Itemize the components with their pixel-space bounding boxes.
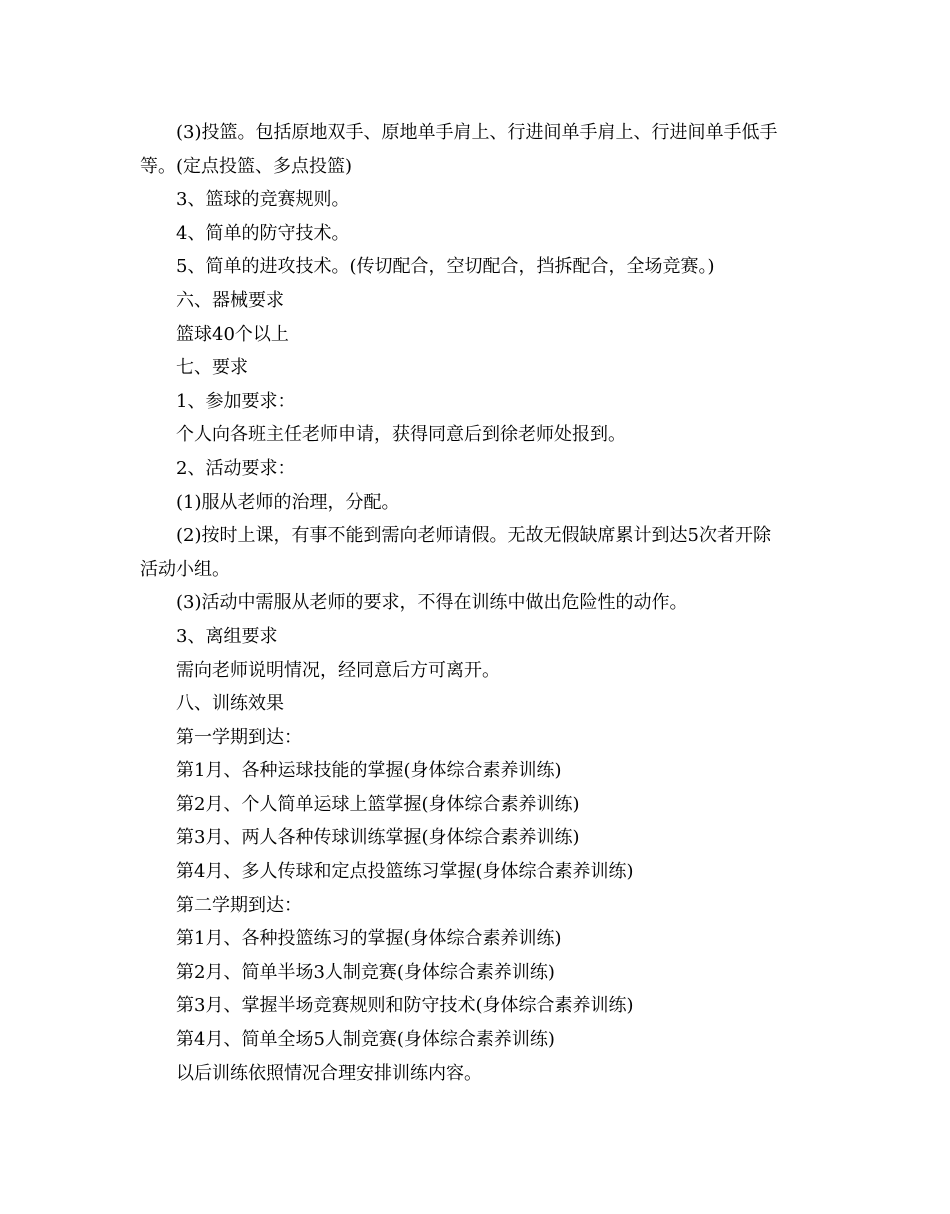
text-line: 六、器械要求 bbox=[176, 289, 284, 311]
text-line: 2、活动要求： bbox=[176, 457, 296, 479]
text-line: 等。(定点投篮、多点投篮) bbox=[140, 155, 353, 177]
text-line: (3)活动中需服从老师的要求，不得在训练中做出危险性的动作。 bbox=[176, 592, 688, 614]
text-line: 第3月、掌握半场竞赛规则和防守技术(身体综合素养训练) bbox=[176, 995, 634, 1017]
text-line: 第2月、个人简单运球上篮掌握(身体综合素养训练) bbox=[176, 793, 580, 815]
text-line: (3)投篮。包括原地双手、原地单手肩上、行进间单手肩上、行进间单手低手 bbox=[176, 122, 778, 143]
text-line: 第1月、各种投篮练习的掌握(身体综合素养训练) bbox=[176, 928, 562, 950]
text-line: (1)服从老师的治理，分配。 bbox=[176, 491, 400, 513]
text-line: 4、简单的防守技术。 bbox=[176, 222, 350, 244]
text-line: 第2月、简单半场3人制竞赛(身体综合素养训练) bbox=[176, 961, 555, 983]
text-line: 3、离组要求 bbox=[176, 625, 278, 647]
text-line: 个人向各班主任老师申请，获得同意后到徐老师处报到。 bbox=[176, 424, 626, 446]
text-line: 第二学期到达： bbox=[176, 894, 302, 916]
text-line: (2)按时上课，有事不能到需向老师请假。无故无假缺席累计到达5次者开除 bbox=[176, 525, 771, 547]
text-line: 1、参加要求： bbox=[176, 390, 296, 412]
text-line: 第4月、多人传球和定点投篮练习掌握(身体综合素养训练) bbox=[176, 861, 634, 883]
text-line: 以后训练依照情况合理安排训练内容。 bbox=[176, 1062, 482, 1084]
text-line: 需向老师说明情况，经同意后方可离开。 bbox=[176, 659, 500, 681]
text-line: 第1月、各种运球技能的掌握(身体综合素养训练) bbox=[176, 760, 562, 782]
text-line: 5、简单的进攻技术。(传切配合，空切配合，挡拆配合，全场竞赛。) bbox=[176, 256, 715, 278]
text-line: 八、训练效果 bbox=[176, 693, 284, 715]
text-line: 七、要求 bbox=[176, 357, 248, 379]
text-line: 3、篮球的竞赛规则。 bbox=[176, 189, 350, 211]
text-line: 篮球40个以上 bbox=[176, 323, 289, 345]
text-line: 活动小组。 bbox=[140, 558, 230, 580]
text-line: 第4月、简单全场5人制竞赛(身体综合素养训练) bbox=[176, 1029, 555, 1051]
text-line: 第3月、两人各种传球训练掌握(身体综合素养训练) bbox=[176, 827, 580, 849]
document-body bbox=[140, 116, 816, 1090]
text-line: 第一学期到达： bbox=[176, 726, 302, 748]
